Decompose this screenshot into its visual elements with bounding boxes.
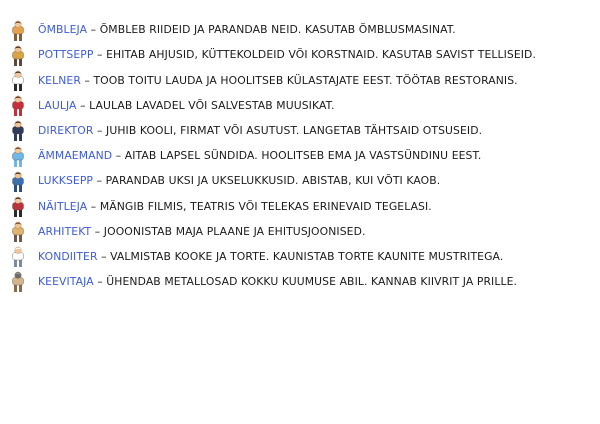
list-item bbox=[8, 68, 596, 93]
profession-word: DIREKTOR bbox=[38, 123, 94, 137]
architect-icon bbox=[8, 221, 28, 243]
welder-icon bbox=[8, 271, 28, 293]
list-item bbox=[8, 270, 596, 295]
actor-icon bbox=[8, 196, 28, 218]
midwife-icon bbox=[8, 146, 28, 168]
waiter-icon bbox=[8, 70, 28, 92]
list-item bbox=[8, 18, 596, 43]
list-item bbox=[8, 245, 596, 270]
profession-description: – JUHIB KOOLI, FIRMAT VÕI ASUTUST. LANGETAB TÄHTSAID OTSUSEID. bbox=[93, 123, 483, 137]
profession-line bbox=[38, 98, 335, 112]
profession-description: – LAULAB LAVADEL VÕI SALVESTAB MUUSIKAT. bbox=[76, 98, 335, 112]
profession-word: ÄMMAEMAND bbox=[38, 149, 113, 163]
profession-description: – EHITAB AHJUSID, KÜTTEKOLDEID VÕI KORSTNAID. KASUTAB SAVIST TELLISEID. bbox=[93, 48, 536, 62]
profession-line bbox=[38, 277, 517, 288]
profession-description: – ÕMBLEB RIIDEID JA PARANDAB NEID. KASUTAB ÕMBLUSMASINAT. bbox=[87, 23, 456, 37]
profession-word: LUKKSEPP bbox=[38, 174, 94, 188]
profession-word: ARHITEKT bbox=[38, 224, 92, 238]
confectioner-icon bbox=[8, 246, 28, 268]
profession-line bbox=[38, 73, 518, 87]
profession-description: – AITAB LAPSEL SÜNDIDA. HOOLITSEB EMA JA VASTSÜNDINU EEST. bbox=[112, 149, 482, 163]
profession-line bbox=[38, 25, 456, 36]
singer-icon bbox=[8, 95, 28, 117]
profession-line bbox=[38, 224, 366, 238]
profession-description: – TOOB TOITU LAUDA JA HOOLITSEB KÜLASTAJATE EEST. TÖÖTAB RESTORANIS. bbox=[80, 73, 518, 87]
list-item bbox=[8, 94, 596, 119]
profession-description: – ÜHENDAB METALLOSAD KOKKU KUUMUSE ABIL. KANNAB KIIVRIT JA PRILLE. bbox=[93, 275, 518, 289]
profession-description: – VALMISTAB KOOKE JA TORTE. KAUNISTAB TORTE KAUNITE MUSTRITEGA. bbox=[97, 249, 504, 263]
profession-line bbox=[38, 249, 504, 263]
profession-description: – JOOONISTAB MAJA PLAANE JA EHITUSJOONISED. bbox=[91, 224, 366, 238]
list-item bbox=[8, 169, 596, 194]
stove-maker-icon bbox=[8, 45, 28, 67]
profession-word: LAULJA bbox=[38, 98, 77, 112]
list-item bbox=[8, 119, 596, 144]
profession-word: NÄITLEJA bbox=[38, 199, 88, 213]
list-item bbox=[8, 194, 596, 219]
profession-line bbox=[38, 50, 536, 61]
list-item bbox=[8, 144, 596, 169]
profession-line bbox=[38, 123, 483, 137]
profession-word: KEEVITAJA bbox=[38, 275, 94, 289]
profession-word: POTTSEPP bbox=[38, 48, 94, 62]
profession-description: – PARANDAB UKSI JA UKSELUKKUSID. ABISTAB, KUI VÕTI KAOB. bbox=[93, 174, 441, 188]
profession-description: – MÄNGIB FILMIS, TEATRIS VÕI TELEKAS ERINEVAID TEGELASI. bbox=[87, 199, 432, 213]
profession-word: KELNER bbox=[38, 73, 81, 87]
list-item bbox=[8, 43, 596, 68]
profession-line bbox=[38, 199, 432, 213]
profession-line bbox=[38, 151, 481, 162]
locksmith-icon bbox=[8, 171, 28, 193]
tailor-icon bbox=[8, 20, 28, 42]
profession-list bbox=[8, 18, 596, 295]
director-icon bbox=[8, 120, 28, 142]
profession-word: KONDIITER bbox=[38, 249, 98, 263]
profession-word: ÕMBLEJA bbox=[38, 23, 88, 37]
profession-line bbox=[38, 176, 440, 187]
list-item bbox=[8, 220, 596, 245]
